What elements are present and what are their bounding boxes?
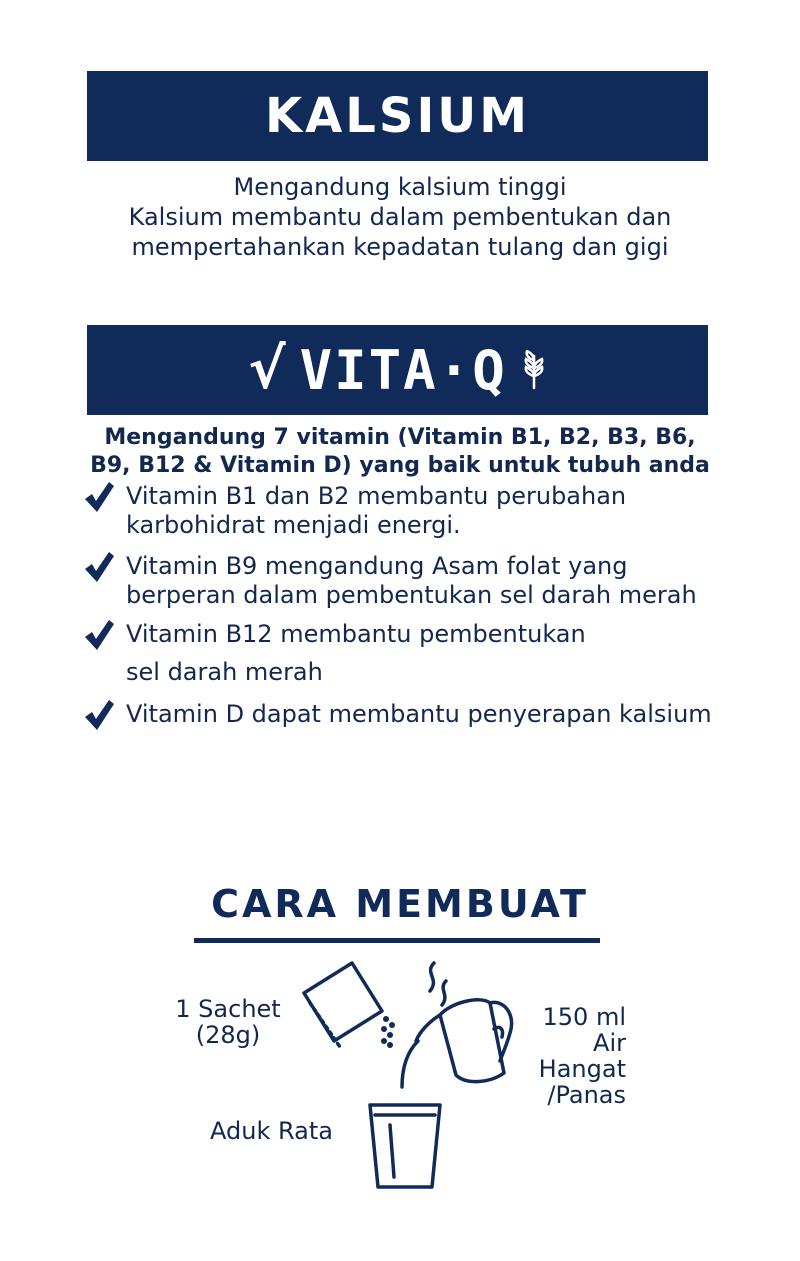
cara-membuat-title: CARA MEMBUAT xyxy=(211,882,589,926)
kettle-icon xyxy=(416,1000,512,1082)
benefit-item xyxy=(82,700,762,732)
stir-label: Aduk Rata xyxy=(210,1117,333,1145)
kalsium-title: KALSIUM xyxy=(264,88,531,144)
kalsium-banner xyxy=(90,74,705,158)
kalsium-description xyxy=(0,172,800,262)
check-icon xyxy=(82,618,116,652)
kalsium-desc-line: Mengandung kalsium tinggi xyxy=(233,173,567,201)
sachet-label-line: 1 Sachet xyxy=(175,995,281,1023)
check-icon xyxy=(82,550,116,584)
title-underline xyxy=(194,938,600,943)
vitaq-intro-line: B9, B12 & Vitamin D) yang baik untuk tubuh anda xyxy=(90,453,710,478)
sachet-label xyxy=(168,996,288,1048)
check-icon xyxy=(82,698,116,732)
kalsium-desc-line: Kalsium membantu dalam pembentukan dan xyxy=(128,203,672,231)
kalsium-desc-line: mempertahankan kepadatan tulang dan gigi xyxy=(131,233,669,261)
benefit-text: Vitamin B1 dan B2 membantu perubahan karbohidrat menjadi energi. xyxy=(126,482,627,539)
sachet-label-line: (28g) xyxy=(195,1021,261,1049)
water-label-line: Hangat xyxy=(538,1055,626,1083)
wheat-icon xyxy=(521,350,547,390)
powder-icon xyxy=(381,1016,395,1048)
vitaq-check-icon: √ xyxy=(248,337,286,402)
sachet-icon xyxy=(304,963,382,1047)
benefit-item xyxy=(82,620,762,691)
water-label-line: 150 ml xyxy=(542,1003,626,1031)
water-label-line: Air xyxy=(593,1029,626,1057)
vitaq-intro xyxy=(0,424,800,480)
pour-stream-icon xyxy=(402,1041,418,1087)
check-icon xyxy=(82,480,116,514)
benefit-text: Vitamin D dapat membantu penyerapan kalsium xyxy=(126,700,712,728)
benefit-item xyxy=(82,552,762,610)
preparation-illustration xyxy=(290,955,530,1190)
benefit-text: Vitamin B9 mengandung Asam folat yang berperan dalam pembentukan sel darah merah xyxy=(126,552,697,609)
vitaq-intro-line: Mengandung 7 vitamin (Vitamin B1, B2, B3, B6, xyxy=(104,425,696,450)
water-label-line: /Panas xyxy=(547,1081,626,1109)
water-label xyxy=(520,1004,626,1108)
vitaq-banner xyxy=(90,328,705,412)
benefit-item xyxy=(82,482,762,540)
benefit-text: Vitamin B12 membantu pembentukan sel darah merah xyxy=(126,620,586,686)
glass-icon xyxy=(370,1105,440,1187)
steam-icon xyxy=(430,963,446,1005)
vitaq-title: VITA·Q xyxy=(299,338,507,402)
